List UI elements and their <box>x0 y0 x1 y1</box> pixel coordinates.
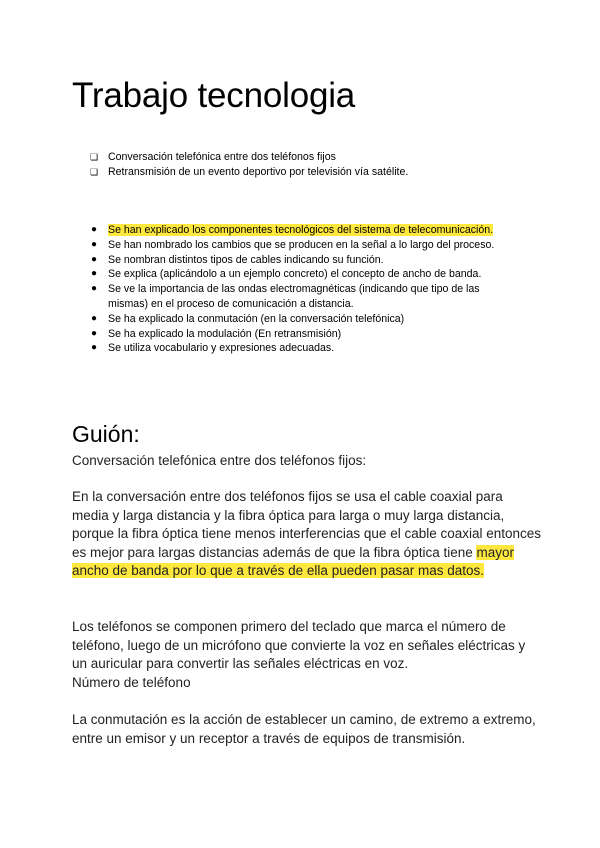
checkbox-item <box>90 165 408 180</box>
bullet-icon: ● <box>91 312 98 324</box>
criteria-item <box>90 282 518 312</box>
document-title: Trabajo tecnologia <box>72 76 356 115</box>
paragraph-cables-text: En la conversación entre dos teléfonos fijos se usa el cable coaxial para media y larga distancia y la fibra óptica para larga o muy larga distancia, porque la fibra óptica tiene menos interferencias que el cable coaxial entonces es mejor para largas distancias además de que la fibra óptica tiene <box>72 489 542 560</box>
checkbox-list <box>90 150 408 180</box>
bullet-icon: ● <box>91 224 98 235</box>
criteria-item-label: Se ve la importancia de las ondas electromagnéticas (indicando que tipo de las mismas) en el proceso de comunicación a distancia. <box>108 283 480 310</box>
guion-heading: Guión: <box>72 421 140 447</box>
checkbox-icon: ❏ <box>90 152 99 162</box>
paragraph-switching: La conmutación es la acción de establecer un camino, de extremo a extremo, entre un emisor y un receptor a través de equipos de transmisión. <box>72 712 536 746</box>
criteria-item-label: Se ha explicado la conmutación (en la conversación telefónica) <box>108 312 405 325</box>
checkbox-icon: ❏ <box>90 166 99 177</box>
criteria-item <box>90 223 518 238</box>
bullet-icon: ● <box>91 342 98 354</box>
bullet-icon: ● <box>91 268 98 280</box>
criteria-item <box>90 253 518 268</box>
criteria-item-label: Se utiliza vocabulario y expresiones adecuadas. <box>108 342 335 355</box>
criteria-item <box>90 267 518 282</box>
criteria-list <box>90 223 518 356</box>
paragraph-phone-number: Número de teléfono <box>72 674 191 690</box>
criteria-item <box>90 238 518 253</box>
criteria-item <box>90 341 518 356</box>
paragraph-phone-parts-text: Los teléfonos se componen primero del teclado que marca el número de teléfono, luego de un micrófono que convierte la voz en señales eléctricas y un auricular para convertir las señales eléctricas en voz. <box>72 619 526 672</box>
paragraph-phone-parts <box>72 618 542 692</box>
criteria-item-label: Se ha explicado la modulación (En retransmisión) <box>108 327 342 340</box>
criteria-item-label: Se explica (aplicándolo a un ejemplo concreto) el concepto de ancho de banda. <box>108 268 482 281</box>
criteria-item-label: Se han nombrado los cambios que se producen en la señal a lo largo del proceso. <box>108 238 495 251</box>
checkbox-item-label: Retransmisión de un evento deportivo por televisión vía satélite. <box>108 165 409 178</box>
criteria-item <box>90 312 518 327</box>
criteria-item <box>90 327 518 342</box>
guion-intro: Conversación telefónica entre dos teléfonos fijos: <box>72 453 367 468</box>
criteria-item-label-highlighted: Se han explicado los componentes tecnológicos del sistema de telecomunicación. <box>108 224 494 236</box>
bullet-icon: ● <box>91 327 98 339</box>
bullet-icon: ● <box>91 283 98 295</box>
criteria-item-label: Se nombran distintos tipos de cables indicando su función. <box>108 253 384 266</box>
paragraph-cables-highlight: mayor ancho de banda por lo que a través de ella pueden pasar mas datos. <box>72 544 514 579</box>
checkbox-item <box>90 150 408 165</box>
paragraph-cables <box>72 488 542 581</box>
checkbox-item-label: Conversación telefónica entre dos teléfonos fijos <box>108 151 336 163</box>
bullet-icon: ● <box>91 253 98 265</box>
bullet-icon: ● <box>91 238 98 250</box>
